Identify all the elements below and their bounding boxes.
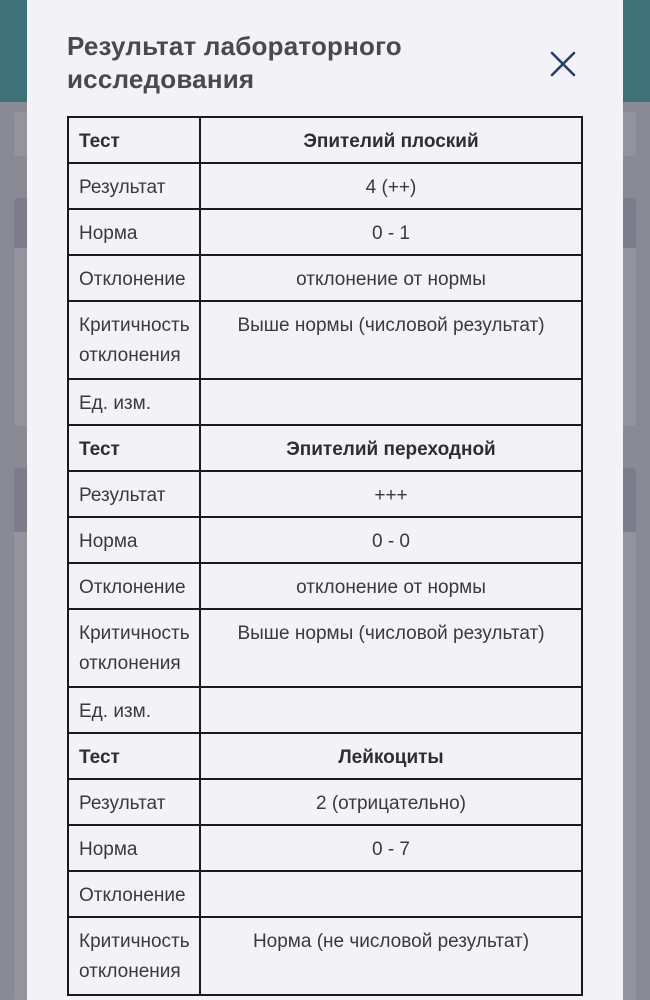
close-button[interactable] — [547, 48, 579, 80]
table-row-result — [68, 779, 582, 825]
row-label-result: Результат — [68, 779, 200, 825]
test-name: Эпителий плоский — [200, 117, 582, 163]
table-row-units — [68, 379, 582, 425]
result-value: 4 (++) — [200, 163, 582, 209]
deviation-value: отклонение от нормы — [200, 255, 582, 301]
row-label-criticality: Критичность отклонения — [68, 301, 200, 379]
row-label-result: Результат — [68, 163, 200, 209]
row-label-norm: Норма — [68, 825, 200, 871]
units-value — [200, 379, 582, 425]
test-name: Лейкоциты — [200, 733, 582, 779]
table-row-units — [68, 687, 582, 733]
deviation-value — [200, 871, 582, 917]
close-x-icon — [547, 48, 579, 80]
norm-value: 0 - 7 — [200, 825, 582, 871]
result-value: 2 (отрицательно) — [200, 779, 582, 825]
modal-title: Результат лабораторного исследования — [67, 31, 402, 94]
row-label-deviation: Отклонение — [68, 255, 200, 301]
row-label-test: Тест — [68, 117, 200, 163]
deviation-value: отклонение от нормы — [200, 563, 582, 609]
table-row-deviation — [68, 255, 582, 301]
row-label-norm: Норма — [68, 517, 200, 563]
table-row-result — [68, 163, 582, 209]
table-row-criticality — [68, 609, 582, 687]
result-value: +++ — [200, 471, 582, 517]
row-label-units: Ед. изм. — [68, 687, 200, 733]
row-label-deviation: Отклонение — [68, 563, 200, 609]
table-row-norm — [68, 517, 582, 563]
test-name: Эпителий переходной — [200, 425, 582, 471]
row-label-test: Тест — [68, 733, 200, 779]
criticality-value: Выше нормы (числовой результат) — [200, 301, 582, 379]
table-row-norm — [68, 825, 582, 871]
table-row-norm — [68, 209, 582, 255]
table-row-test — [68, 425, 582, 471]
lab-result-modal — [27, 0, 623, 1000]
row-label-criticality: Критичность отклонения — [68, 917, 200, 995]
criticality-value: Норма (не числовой результат) — [200, 917, 582, 995]
table-row-deviation — [68, 871, 582, 917]
table-row-test — [68, 733, 582, 779]
row-label-deviation: Отклонение — [68, 871, 200, 917]
row-label-test: Тест — [68, 425, 200, 471]
table-row-result — [68, 471, 582, 517]
criticality-value: Выше нормы (числовой результат) — [200, 609, 582, 687]
norm-value: 0 - 1 — [200, 209, 582, 255]
lab-results-table — [67, 116, 583, 996]
table-row-deviation — [68, 563, 582, 609]
table-row-test — [68, 117, 582, 163]
row-label-norm: Норма — [68, 209, 200, 255]
table-row-criticality — [68, 301, 582, 379]
row-label-result: Результат — [68, 471, 200, 517]
row-label-units: Ед. изм. — [68, 379, 200, 425]
row-label-criticality: Критичность отклонения — [68, 609, 200, 687]
units-value — [200, 687, 582, 733]
table-row-criticality — [68, 917, 582, 995]
norm-value: 0 - 0 — [200, 517, 582, 563]
modal-header — [27, 0, 623, 116]
